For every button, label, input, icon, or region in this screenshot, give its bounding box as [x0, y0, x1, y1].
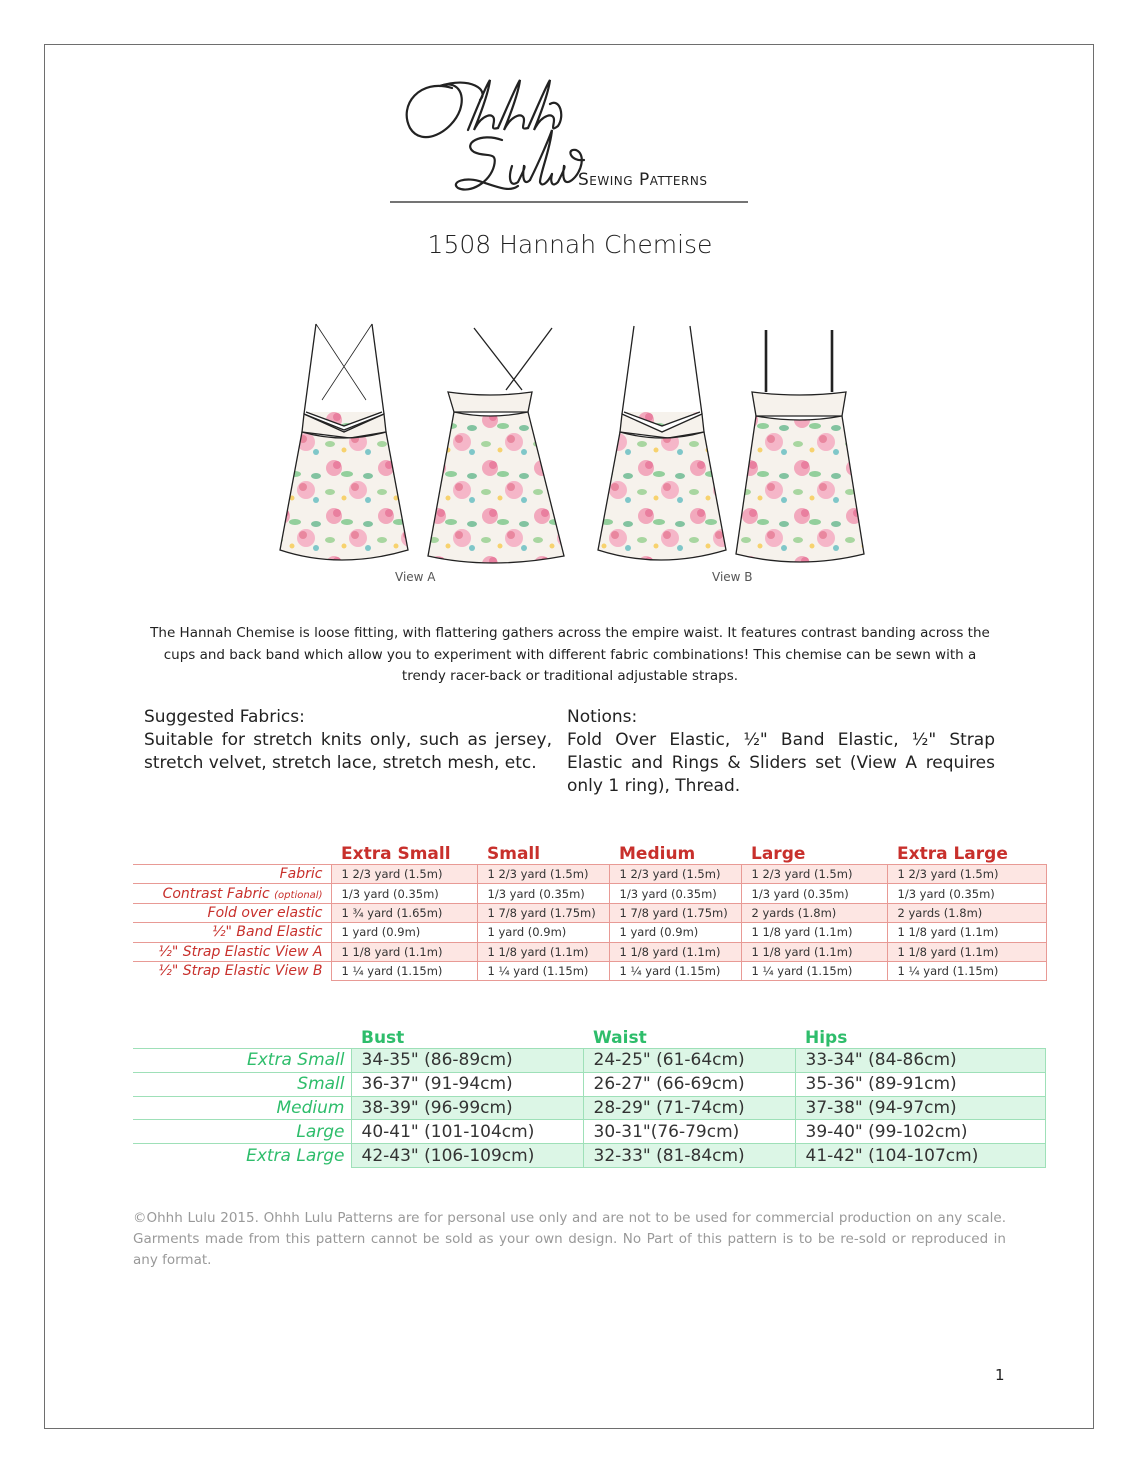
- measurement-cell: 36-37" (91-94cm): [351, 1072, 583, 1096]
- measurement-cell: 32-33" (81-84cm): [583, 1144, 795, 1168]
- measurement-cell: 41-42" (104-107cm): [795, 1144, 1045, 1168]
- yardage-cell: 1 ¾ yard (1.65m): [331, 903, 477, 922]
- copyright-notice: ©Ohhh Lulu 2015. Ohhh Lulu Patterns are for personal use only and are not to be used for commercial production on any scale. Garments made from this pattern cannot be sold as your own design. No Part of this pattern is to be re-sold or reproduced in any format.: [133, 1210, 1006, 1268]
- yardage-size-header: Large: [751, 843, 806, 864]
- notions: [567, 706, 995, 798]
- yardage-row-label: Fabric: [133, 865, 331, 884]
- measurement-size-label: Extra Small: [133, 1049, 351, 1073]
- table-row: [133, 1120, 1045, 1144]
- yardage-cell: 1 1/8 yard (1.1m): [887, 923, 1046, 942]
- table-row: [133, 865, 1046, 884]
- yardage-cell: 1 2/3 yard (1.5m): [477, 865, 609, 884]
- table-row: [133, 1096, 1045, 1120]
- yardage-cell: 1/3 yard (0.35m): [477, 884, 609, 903]
- yardage-cell: 1 yard (0.9m): [331, 923, 477, 942]
- yardage-cell: 1 7/8 yard (1.75m): [477, 903, 609, 922]
- yardage-cell: 1 yard (0.9m): [477, 923, 609, 942]
- yardage-row-label: ½" Band Elastic: [133, 923, 331, 942]
- yardage-cell: 2 yards (1.8m): [887, 903, 1046, 922]
- table-row: [133, 903, 1046, 922]
- measurement-cell: 24-25" (61-64cm): [583, 1049, 795, 1073]
- yardage-cell: 1 2/3 yard (1.5m): [887, 865, 1046, 884]
- table-row: [133, 1072, 1045, 1096]
- yardage-size-header: Extra Large: [897, 843, 1008, 864]
- measurement-cell: 39-40" (99-102cm): [795, 1120, 1045, 1144]
- measurements-header-row: [133, 1028, 1045, 1049]
- measurement-cell: 34-35" (86-89cm): [351, 1049, 583, 1073]
- yardage-cell: 1 ¼ yard (1.15m): [331, 961, 477, 980]
- logo-subtitle: Sewing Patterns: [578, 170, 708, 190]
- measurement-size-label: Extra Large: [133, 1144, 351, 1168]
- yardage-size-header: Medium: [619, 843, 696, 864]
- view-a-label: View A: [395, 570, 436, 584]
- yardage-size-header: Small: [487, 843, 541, 864]
- garment-illustrations: [270, 312, 870, 570]
- fabrics-text: Suitable for stretch knits only, such as jersey, stretch velvet, stretch lace, stretch mesh, etc.: [144, 730, 552, 773]
- measurement-cell: 35-36" (89-91cm): [795, 1072, 1045, 1096]
- table-row: [133, 1144, 1045, 1168]
- yardage-header-row: [133, 843, 1046, 865]
- yardage-cell: 2 yards (1.8m): [741, 903, 887, 922]
- measurement-size-label: Medium: [133, 1096, 351, 1120]
- measurement-size-label: Large: [133, 1120, 351, 1144]
- yardage-row-label: ½" Strap Elastic View A: [133, 942, 331, 961]
- yardage-cell: 1 7/8 yard (1.75m): [609, 903, 741, 922]
- view-b-front-illustration: [598, 326, 726, 560]
- measurement-cell: 40-41" (101-104cm): [351, 1120, 583, 1144]
- yardage-cell: 1 1/8 yard (1.1m): [741, 942, 887, 961]
- measurements-table: [133, 1028, 1046, 1168]
- measurement-cell: 26-27" (66-69cm): [583, 1072, 795, 1096]
- yardage-cell: 1 ¼ yard (1.15m): [609, 961, 741, 980]
- yardage-cell: 1 1/8 yard (1.1m): [609, 942, 741, 961]
- table-row: [133, 1049, 1045, 1073]
- notions-heading: Notions:: [567, 707, 638, 727]
- measurement-header: Hips: [805, 1028, 848, 1048]
- measurement-size-label: Small: [133, 1072, 351, 1096]
- yardage-cell: 1/3 yard (0.35m): [741, 884, 887, 903]
- table-row: [133, 961, 1046, 980]
- yardage-cell: 1 ¼ yard (1.15m): [887, 961, 1046, 980]
- view-b-label: View B: [712, 570, 753, 584]
- measurement-header: Bust: [361, 1028, 405, 1048]
- page-title: 1508 Hannah Chemise: [427, 230, 713, 259]
- table-row: [133, 923, 1046, 942]
- description: The Hannah Chemise is loose fitting, with flattering gathers across the empire waist. It features contrast banding across the cups and back band which allow you to experiment with different fabric combinations! This chemise can be sewn with a trendy racer-back or traditional adjustable straps.: [150, 625, 990, 684]
- suggested-fabrics: [144, 706, 552, 775]
- measurement-cell: 38-39" (96-99cm): [351, 1096, 583, 1120]
- measurement-cell: 37-38" (94-97cm): [795, 1096, 1045, 1120]
- yardage-cell: 1 yard (0.9m): [609, 923, 741, 942]
- yardage-cell: 1 1/8 yard (1.1m): [477, 942, 609, 961]
- measurement-cell: 33-34" (84-86cm): [795, 1049, 1045, 1073]
- optional-note: (optional): [274, 889, 323, 901]
- yardage-cell: 1 ¼ yard (1.15m): [477, 961, 609, 980]
- brand-logo: [390, 70, 750, 205]
- notions-text: Fold Over Elastic, ½" Band Elastic, ½" Strap Elastic and Rings & Sliders set (View A requires only 1 ring), Thread.: [567, 730, 995, 796]
- table-row: [133, 942, 1046, 961]
- yardage-cell: 1 ¼ yard (1.15m): [741, 961, 887, 980]
- yardage-cell: 1 2/3 yard (1.5m): [609, 865, 741, 884]
- page-number: 1: [995, 1366, 1005, 1384]
- yardage-size-header: Extra Small: [341, 843, 451, 864]
- measurement-cell: 28-29" (71-74cm): [583, 1096, 795, 1120]
- yardage-table: [133, 843, 1047, 981]
- yardage-cell: 1 1/8 yard (1.1m): [741, 923, 887, 942]
- measurement-header: Waist: [593, 1028, 647, 1048]
- yardage-cell: 1/3 yard (0.35m): [609, 884, 741, 903]
- measurement-cell: 30-31"(76-79cm): [583, 1120, 795, 1144]
- yardage-row-label: ½" Strap Elastic View B: [133, 961, 331, 980]
- yardage-row-label: Contrast Fabric (optional): [133, 884, 331, 903]
- yardage-cell: 1 2/3 yard (1.5m): [741, 865, 887, 884]
- view-b-back-illustration: [736, 330, 864, 562]
- yardage-cell: 1/3 yard (0.35m): [887, 884, 1046, 903]
- yardage-cell: 1/3 yard (0.35m): [331, 884, 477, 903]
- yardage-cell: 1 1/8 yard (1.1m): [331, 942, 477, 961]
- yardage-cell: 1 1/8 yard (1.1m): [887, 942, 1046, 961]
- table-row: [133, 884, 1046, 903]
- fabrics-heading: Suggested Fabrics:: [144, 707, 305, 727]
- view-a-front-illustration: [280, 324, 408, 560]
- yardage-row-label: Fold over elastic: [133, 903, 331, 922]
- measurement-cell: 42-43" (106-109cm): [351, 1144, 583, 1168]
- view-a-back-illustration: [428, 328, 564, 563]
- yardage-cell: 1 2/3 yard (1.5m): [331, 865, 477, 884]
